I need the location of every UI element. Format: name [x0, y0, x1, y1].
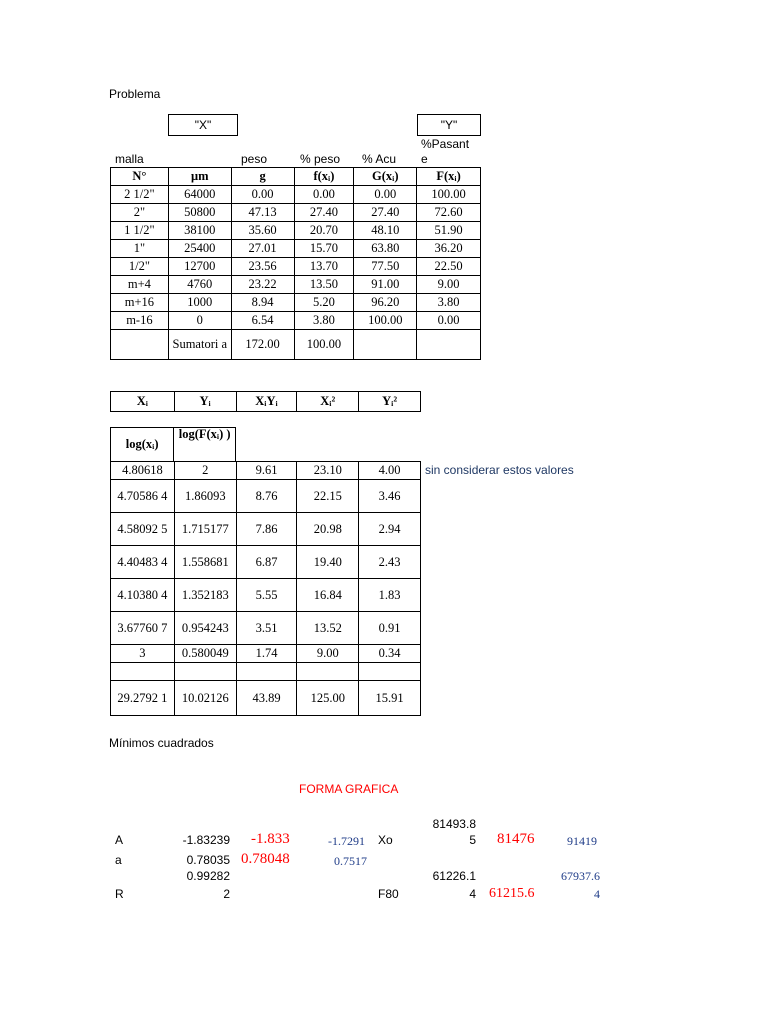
- table-cell: 12700: [168, 258, 231, 276]
- table-cell: 0.00: [417, 312, 481, 330]
- table-cell: 23.22: [231, 276, 294, 294]
- table-row: [111, 276, 481, 294]
- table-cell: [354, 330, 417, 360]
- table-cell: 63.80: [354, 240, 417, 258]
- Xo-label: Xo: [378, 833, 393, 847]
- label-pct-acu: % Acu: [362, 152, 397, 166]
- table-cell: 5.20: [294, 294, 354, 312]
- problem-title: Problema: [109, 87, 161, 101]
- note-text: sin considerar estos valores: [425, 463, 574, 477]
- table-row: [111, 222, 481, 240]
- table-header-row: [111, 168, 481, 186]
- table-cell: 1.558681: [174, 546, 236, 579]
- table-cell: m+16: [111, 294, 169, 312]
- table-cell: 0.91: [359, 612, 421, 645]
- table-cell: 0.00: [354, 186, 417, 204]
- table-cell: 5.55: [236, 579, 297, 612]
- table-cell: 6.54: [231, 312, 294, 330]
- table-cell: 64000: [168, 186, 231, 204]
- table-cell: 7.86: [236, 513, 297, 546]
- table-cell: 51.90: [417, 222, 481, 240]
- table-cell: 19.40: [297, 546, 359, 579]
- Xo-red-value: 81476: [497, 831, 535, 847]
- table-cell: [236, 663, 297, 681]
- table-cell: 3.80: [294, 312, 354, 330]
- table-cell: 13.50: [294, 276, 354, 294]
- table-row: [111, 204, 481, 222]
- table-cell: 1.74: [236, 645, 297, 663]
- sum-f: 100.00: [294, 330, 354, 360]
- table-cell: 1.86093: [174, 480, 236, 513]
- table-cell: 20.70: [294, 222, 354, 240]
- table-cell: 15.70: [294, 240, 354, 258]
- table-cell: 96.20: [354, 294, 417, 312]
- Xo-bottom: 5: [469, 833, 476, 847]
- table-cell: 4.00: [359, 462, 421, 480]
- table-cell: 1.715177: [174, 513, 236, 546]
- table-cell: 2 1/2": [111, 186, 169, 204]
- table-cell: 0.00: [294, 186, 354, 204]
- table-cell: 9.00: [297, 645, 359, 663]
- table-row: [111, 186, 481, 204]
- table-cell: 8.94: [231, 294, 294, 312]
- table-cell: 6.87: [236, 546, 297, 579]
- table-cell: 3.67760 7: [111, 612, 175, 645]
- y-label-box: "Y": [417, 114, 481, 136]
- table-cell: 100.00: [417, 186, 481, 204]
- table-cell: 47.13: [231, 204, 294, 222]
- total-cell: 29.2792 1: [111, 681, 175, 716]
- A-label: A: [115, 833, 124, 847]
- table-row: [111, 546, 421, 579]
- table-cell: 27.01: [231, 240, 294, 258]
- table-cell: 1/2": [111, 258, 169, 276]
- sum-label: Sumatori a: [168, 330, 231, 360]
- table-header-row: [111, 392, 421, 412]
- label-pct-pasante: %Pasant e: [421, 137, 470, 166]
- table-cell: 0.954243: [174, 612, 236, 645]
- table-cell: 0: [168, 312, 231, 330]
- forma-grafica-title: FORMA GRAFICA: [299, 782, 399, 796]
- table-cell: 9.61: [236, 462, 297, 480]
- table-cell: 2": [111, 204, 169, 222]
- minimos-title: Mínimos cuadrados: [109, 736, 214, 750]
- table-cell: 4760: [168, 276, 231, 294]
- table-cell: 22.15: [297, 480, 359, 513]
- R-value-top: 0.99282: [186, 869, 230, 883]
- F80-top: 61226.1: [432, 869, 476, 883]
- table-row: [111, 258, 481, 276]
- header-cell: F(xᵢ): [417, 168, 481, 186]
- table-cell: 1.352183: [174, 579, 236, 612]
- F80-blue-bottom: 4: [594, 887, 600, 901]
- log-data-table: [110, 461, 421, 716]
- header-cell: log(xᵢ): [111, 428, 174, 462]
- header-cell: g: [231, 168, 294, 186]
- table-cell: 2.43: [359, 546, 421, 579]
- table-cell: 4.10380 4: [111, 579, 175, 612]
- table-cell: m-16: [111, 312, 169, 330]
- table-row: [111, 312, 481, 330]
- table-row: [111, 480, 421, 513]
- table-row: [111, 240, 481, 258]
- table-row: [111, 579, 421, 612]
- table-totals-row: [111, 681, 421, 716]
- total-cell: 125.00: [297, 681, 359, 716]
- table-sum-row: [111, 330, 481, 360]
- table-cell: 100.00: [354, 312, 417, 330]
- table-cell: 0.00: [231, 186, 294, 204]
- a-value: 0.78035: [186, 853, 230, 867]
- table-cell: 27.40: [294, 204, 354, 222]
- table-header-row: [111, 428, 236, 462]
- table-cell: 4.40483 4: [111, 546, 175, 579]
- header-cell: log(F(xᵢ) ): [174, 428, 236, 462]
- label-peso: peso: [241, 152, 268, 166]
- table-cell: 3.80: [417, 294, 481, 312]
- table-cell: 0.580049: [174, 645, 236, 663]
- table-cell: 9.00: [417, 276, 481, 294]
- table-row: [111, 462, 421, 480]
- a-red-value: 0.78048: [241, 851, 290, 867]
- table-cell: 4.80618: [111, 462, 175, 480]
- table-cell: 1000: [168, 294, 231, 312]
- R-label: R: [115, 887, 124, 901]
- header-cell: Xᵢ: [111, 392, 175, 412]
- table-cell: [111, 330, 169, 360]
- table-cell: 2: [174, 462, 236, 480]
- table-cell: 91.00: [354, 276, 417, 294]
- table-cell: [297, 663, 359, 681]
- F80-red-value: 61215.6: [489, 886, 535, 901]
- header-cell: Yᵢ: [174, 392, 236, 412]
- total-cell: 10.02126: [174, 681, 236, 716]
- log-header-table: [110, 427, 236, 462]
- table-cell: 50800: [168, 204, 231, 222]
- table-cell: 38100: [168, 222, 231, 240]
- F80-bottom: 4: [469, 887, 476, 901]
- Xo-blue-value: 91419: [567, 834, 597, 848]
- header-cell: Yᵢ²: [359, 392, 421, 412]
- total-cell: 15.91: [359, 681, 421, 716]
- table-cell: 3.46: [359, 480, 421, 513]
- table-cell: 20.98: [297, 513, 359, 546]
- sum-g: 172.00: [231, 330, 294, 360]
- table-cell: 22.50: [417, 258, 481, 276]
- table-cell: 13.52: [297, 612, 359, 645]
- x-label-box: "X": [168, 114, 238, 136]
- table-row: [111, 645, 421, 663]
- header-cell: N°: [111, 168, 169, 186]
- table-cell: 16.84: [297, 579, 359, 612]
- table-cell: 3.51: [236, 612, 297, 645]
- table-cell: 27.40: [354, 204, 417, 222]
- a-blue-value: 0.7517: [334, 854, 367, 868]
- F80-label: F80: [378, 887, 399, 901]
- header-cell: f(xᵢ): [294, 168, 354, 186]
- table-cell: 4.70586 4: [111, 480, 175, 513]
- table-cell: 23.10: [297, 462, 359, 480]
- label-pct-peso: % peso: [300, 152, 341, 166]
- table-cell: 8.76: [236, 480, 297, 513]
- A-value: -1.83239: [182, 833, 230, 847]
- table-cell: [359, 663, 421, 681]
- Xo-top: 81493.8: [432, 817, 476, 831]
- header-cell: XᵢYᵢ: [236, 392, 297, 412]
- table-row: [111, 612, 421, 645]
- a-label: a: [115, 853, 122, 867]
- table-row: [111, 294, 481, 312]
- table-cell: 48.10: [354, 222, 417, 240]
- table-cell: 4.58092 5: [111, 513, 175, 546]
- table-cell: 3: [111, 645, 175, 663]
- header-cell: μm: [168, 168, 231, 186]
- total-cell: 43.89: [236, 681, 297, 716]
- table-cell: 1": [111, 240, 169, 258]
- A-red-value: -1.833: [251, 831, 290, 847]
- granulometry-table: [110, 167, 481, 360]
- table-cell: 2.94: [359, 513, 421, 546]
- table-cell: [417, 330, 481, 360]
- F80-blue-top: 67937.6: [561, 869, 600, 883]
- table-cell: 77.50: [354, 258, 417, 276]
- header-cell: Xᵢ²: [297, 392, 359, 412]
- regression-header-table: [110, 391, 421, 412]
- label-malla: malla: [115, 152, 144, 166]
- table-row: [111, 663, 421, 681]
- table-cell: 0.34: [359, 645, 421, 663]
- table-cell: 13.70: [294, 258, 354, 276]
- table-cell: 25400: [168, 240, 231, 258]
- table-cell: m+4: [111, 276, 169, 294]
- header-cell: G(xᵢ): [354, 168, 417, 186]
- table-cell: 72.60: [417, 204, 481, 222]
- table-cell: 1 1/2": [111, 222, 169, 240]
- table-cell: 23.56: [231, 258, 294, 276]
- table-cell: 36.20: [417, 240, 481, 258]
- table-cell: 1.83: [359, 579, 421, 612]
- A-blue-value: -1.7291: [328, 834, 365, 848]
- table-row: [111, 513, 421, 546]
- table-cell: [174, 663, 236, 681]
- R-value-bottom: 2: [223, 887, 230, 901]
- table-cell: 35.60: [231, 222, 294, 240]
- table-cell: [111, 663, 175, 681]
